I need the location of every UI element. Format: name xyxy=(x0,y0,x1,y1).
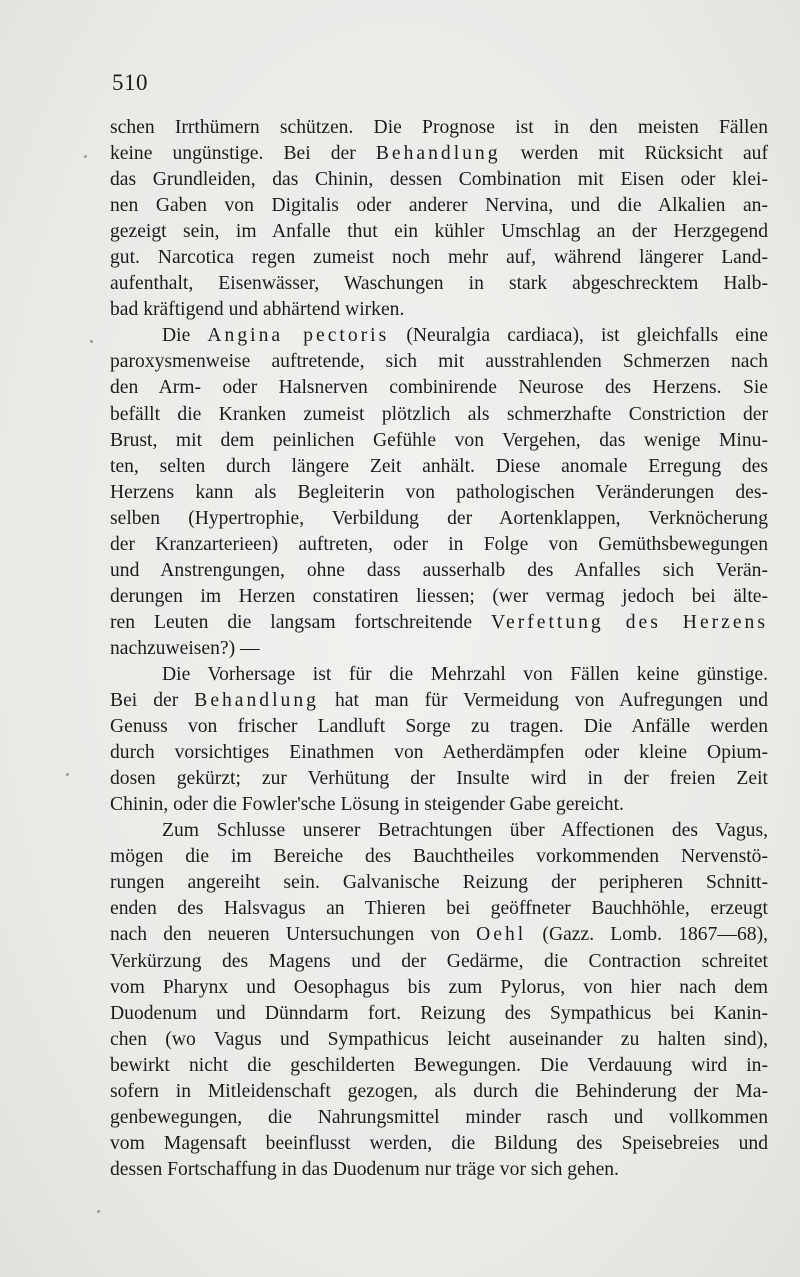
paper-speck xyxy=(97,1210,100,1213)
text-run: (Neuralgia cardiaca), ist gleichfalls eine xyxy=(389,325,768,347)
text-line xyxy=(110,766,768,792)
text-run: Brust, mit dem peinlichen Gefühle von Vergehen, das wenige Minu- xyxy=(110,429,768,451)
text-line xyxy=(110,115,768,141)
text-line xyxy=(110,792,768,818)
text-line xyxy=(110,193,768,219)
text-line xyxy=(110,1105,768,1131)
emphasized-term: Verfettung des Herzens xyxy=(491,611,768,633)
text-line xyxy=(110,870,768,896)
text-line xyxy=(110,323,768,349)
text-run: bewirkt nicht die geschilderten Bewegungen. Die Verdauung wird in- xyxy=(110,1054,768,1076)
text-line xyxy=(110,349,768,375)
text-line xyxy=(110,558,768,584)
text-run: chen (wo Vagus und Sympathicus leicht auseinander zu halten sind), xyxy=(110,1028,768,1050)
text-run: enden des Halsvagus an Thieren bei geöffneter Bauchhöhle, erzeugt xyxy=(110,898,768,920)
text-line xyxy=(110,454,768,480)
text-line xyxy=(110,740,768,766)
text-run: nachzuweisen?) — xyxy=(110,637,260,659)
text-run: nen Gaben von Digitalis oder anderer Nervina, und die Alkalien an- xyxy=(110,195,768,217)
text-run: hat man für Vermeidung von Aufregungen und xyxy=(318,690,768,712)
text-run: bad kräftigend und abhärtend wirken. xyxy=(110,299,405,321)
text-line xyxy=(110,584,768,610)
text-run: Duodenum und Dünndarm fort. Reizung des Sympathicus bei Kanin- xyxy=(110,1002,768,1024)
text-line xyxy=(110,245,768,271)
text-line xyxy=(110,1157,768,1183)
text-run: paroxysmenweise auftretende, sich mit ausstrahlenden Schmerzen nach xyxy=(110,351,768,373)
text-line xyxy=(110,532,768,558)
text-run: Herzens kann als Begleiterin von pathologischen Veränderungen des- xyxy=(110,481,768,503)
emphasized-term: Angina pectoris xyxy=(207,325,390,347)
text-run: gezeigt sein, im Anfalle thut ein kühler Umschlag an der Herzgegend xyxy=(110,221,768,243)
text-run: Chinin, oder die Fowler'sche Lösung in steigender Gabe gereicht. xyxy=(110,794,624,816)
text-run: mögen die im Bereiche des Bauchtheiles vorkommenden Nervenstö- xyxy=(110,846,768,868)
text-line xyxy=(110,844,768,870)
text-run: aufenthalt, Eisenwässer, Waschungen in stark abgeschrecktem Halb- xyxy=(110,273,768,295)
text-run: selben (Hypertrophie, Verbildung der Aortenklappen, Verknöcherung xyxy=(110,507,768,529)
text-line xyxy=(110,1053,768,1079)
text-line xyxy=(110,688,768,714)
text-run: vom Magensaft beeinflusst werden, die Bildung des Speisebreies und xyxy=(110,1132,768,1154)
text-line xyxy=(110,662,768,688)
text-line xyxy=(110,428,768,454)
text-run: Bei der xyxy=(110,690,195,712)
text-line xyxy=(110,402,768,428)
page-number: 510 xyxy=(112,70,148,95)
text-line xyxy=(110,375,768,401)
text-line xyxy=(110,610,768,636)
text-line xyxy=(110,1079,768,1105)
text-run: dosen gekürzt; zur Verhütung der Insulte wird in der freien Zeit xyxy=(110,768,768,790)
text-line xyxy=(110,1001,768,1027)
text-line xyxy=(110,636,768,662)
text-line xyxy=(110,141,768,167)
text-run: derungen im Herzen constatiren liessen; (wer vermag jedoch bei älte- xyxy=(110,585,768,607)
text-run: den Arm- oder Halsnerven combinirende Neurose des Herzens. Sie xyxy=(110,377,768,399)
text-run: werden mit Rücksicht auf xyxy=(500,143,768,165)
text-run: Die xyxy=(162,325,208,347)
text-run: dessen Fortschaffung in das Duodenum nur träge vor sich gehen. xyxy=(110,1158,619,1180)
emphasized-term: Behandlung xyxy=(375,143,501,165)
text-run: das Grundleiden, das Chinin, dessen Combination mit Eisen oder klei- xyxy=(110,169,768,191)
text-line xyxy=(110,480,768,506)
text-run: und Anstrengungen, ohne dass ausserhalb des Anfalles sich Verän- xyxy=(110,559,768,581)
text-run: keine ungünstige. Bei der xyxy=(110,143,376,165)
text-line xyxy=(110,271,768,297)
text-run: Verkürzung des Magens und der Gedärme, die Contraction schreitet xyxy=(110,950,768,972)
text-line xyxy=(110,714,768,740)
text-line xyxy=(110,1027,768,1053)
text-run: vom Pharynx und Oesophagus bis zum Pylorus, von hier nach dem xyxy=(110,976,768,998)
text-run: schen Irrthümern schützen. Die Prognose ist in den meisten Fällen xyxy=(110,117,768,138)
text-run: ten, selten durch längere Zeit anhält. Diese anomale Erregung des xyxy=(110,455,768,477)
text-line xyxy=(110,506,768,532)
text-run: genbewegungen, die Nahrungsmittel minder rasch und vollkommen xyxy=(110,1106,768,1128)
text-line xyxy=(110,896,768,922)
text-run: (Gazz. Lomb. 1867—68), xyxy=(526,924,768,946)
emphasized-term: Behandlung xyxy=(194,690,319,712)
text-run: nach den neueren Untersuchungen von xyxy=(110,924,477,946)
paper-speck xyxy=(90,340,93,343)
text-run: befällt die Kranken zumeist plötzlich als schmerzhafte Constriction der xyxy=(110,403,768,425)
emphasized-term: Oehl xyxy=(476,924,527,946)
text-line xyxy=(110,818,768,844)
text-line xyxy=(110,922,768,948)
text-run: ren Leuten die langsam fortschreitende xyxy=(110,611,492,633)
paper-speck xyxy=(66,773,69,776)
text-run: Genuss von frischer Landluft Sorge zu tragen. Die Anfälle werden xyxy=(110,716,768,738)
text-line xyxy=(110,949,768,975)
text-run: rungen angereiht sein. Galvanische Reizung der peripheren Schnitt- xyxy=(110,872,768,894)
text-run: Zum Schlusse unserer Betrachtungen über Affectionen des Vagus, xyxy=(162,820,768,842)
text-line xyxy=(110,975,768,1001)
text-line xyxy=(110,167,768,193)
text-line xyxy=(110,219,768,245)
text-run: sofern in Mitleidenschaft gezogen, als durch die Behinderung der Ma- xyxy=(110,1080,768,1102)
body-text xyxy=(110,115,768,1183)
text-line xyxy=(110,1131,768,1157)
text-run: der Kranzarterieen) auftreten, oder in Folge von Gemüthsbewegungen xyxy=(110,533,768,555)
paper-speck xyxy=(84,155,87,158)
text-run: durch vorsichtiges Einathmen von Aetherdämpfen oder kleine Opium- xyxy=(110,742,768,764)
text-run: Die Vorhersage ist für die Mehrzahl von Fällen keine günstige. xyxy=(162,663,768,685)
text-run: gut. Narcotica regen zumeist noch mehr auf, während längerer Land- xyxy=(110,247,768,269)
text-line xyxy=(110,297,768,323)
